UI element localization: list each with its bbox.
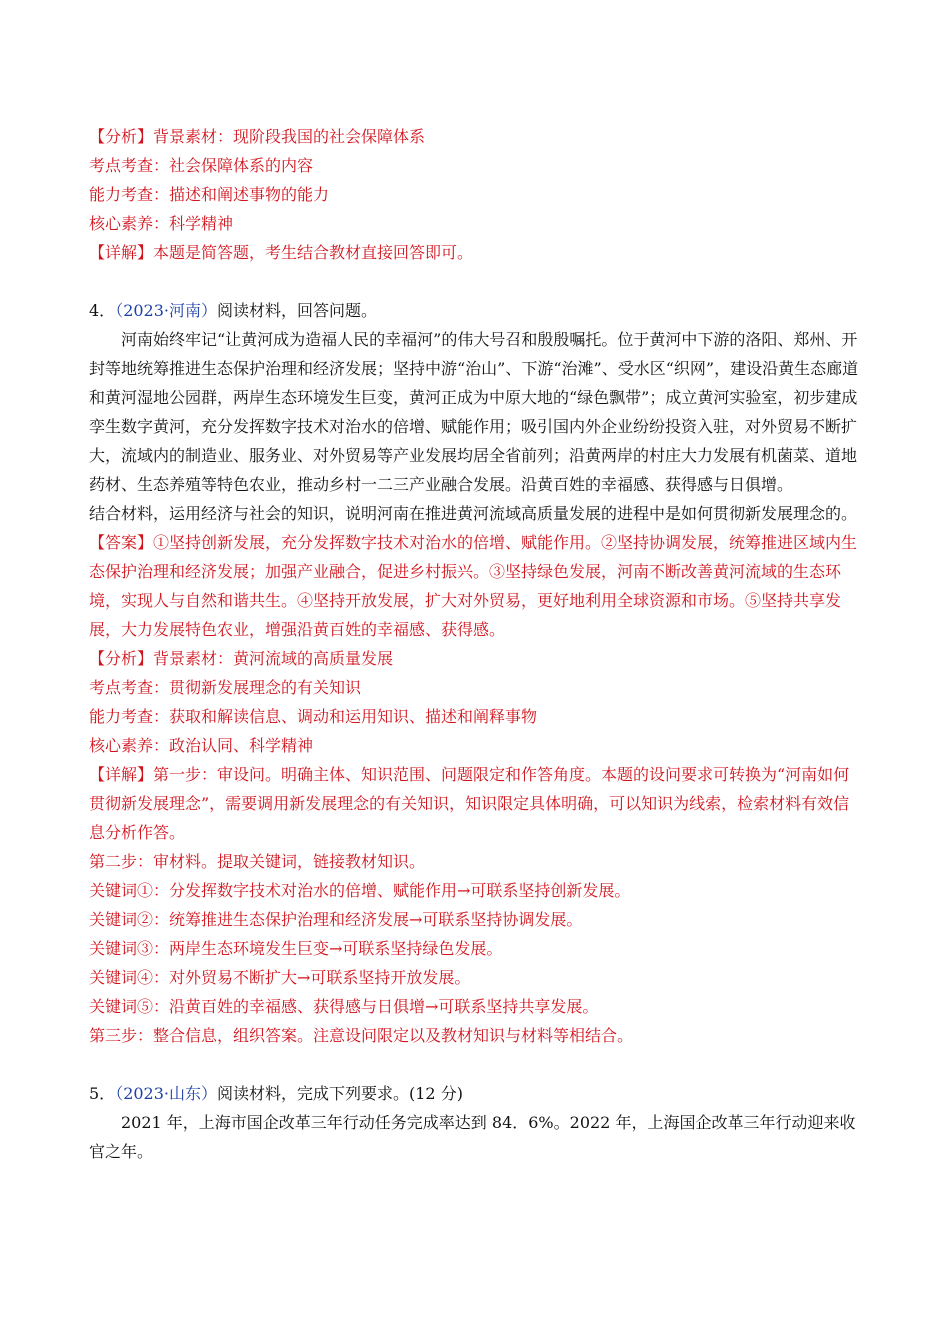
q4-step-three: 第三步：整合信息，组织答案。注意设问限定以及教材知识与材料等相结合。 [89,1026,634,1045]
q4-core-literacy: 核心素养：政治认同、科学精神 [89,736,314,755]
q4-source: （2023·河南） [115,301,217,320]
q5-header [89,1079,859,1108]
spacer [89,1050,859,1079]
q4-prompt: 阅读材料，回答问题。 [217,301,378,320]
spacer [89,267,859,296]
q4-ability: 能力考查：获取和解读信息、调动和运用知识、描述和阐释事物 [89,707,538,726]
q4-keyword-2: 关键词②：统筹推进生态保护治理和经济发展→可联系坚持协调发展。 [89,910,583,929]
q3-detailed-explanation: 【详解】本题是简答题，考生结合教材直接回答即可。 [89,243,474,262]
q5-source: （2023·山东） [115,1084,217,1103]
q3-core-literacy: 核心素养：科学精神 [89,214,234,233]
q4-question: 结合材料，运用经济与社会的知识，说明河南在推进黄河流域高质量发展的进程中是如何贯彻新发展理念的。 [89,504,858,523]
q4-number: 4． [89,301,116,320]
q4-analysis-background: 【分析】背景素材：黄河流域的高质量发展 [89,649,394,668]
q4-exam-point: 考点考查：贯彻新发展理念的有关知识 [89,678,362,697]
q3-analysis-background: 【分析】背景素材：现阶段我国的社会保障体系 [89,127,426,146]
q4-detailed-explanation: 【详解】第一步：审设问。明确主体、知识范围、问题限定和作答角度。本题的设问要求可转换为“河南如何贯彻新发展理念”，需要调用新发展理念的有关知识，知识限定具体明确，可以知识为线索，检索材料有效信息分析作答。 [89,765,850,842]
q4-keyword-3: 关键词③：两岸生态环境发生巨变→可联系坚持绿色发展。 [89,939,503,958]
q4-material: 河南始终牢记“让黄河成为造福人民的幸福河”的伟大号召和殷殷嘱托。位于黄河中下游的洛阳、郑州、开封等地统筹推进生态保护治理和经济发展；坚持中游“治山”、下游“治滩”、受水区“织网”，建设沿黄生态廊道和黄河湿地公园群，两岸生态环境发生巨变，黄河正成为中原大地的“绿色飘带”；成立黄河实验室，初步建成孪生数字黄河，充分发挥数字技术对治水的倍增、赋能作用；吸引国内外企业纷纷投资入驻，对外贸易不断扩大，流域内的制造业、服务业、对外贸易等产业发展均居全省前列；沿黄两岸的村庄大力发展有机菌菜、道地药材、生态养殖等特色农业，推动乡村一二三产业融合发展。沿黄百姓的幸福感、获得感与日俱增。 [89,330,859,494]
q4-step-two: 第二步：审材料。提取关键词，链接教材知识。 [89,852,426,871]
document-page [89,122,859,1166]
q5-number: 5． [89,1084,116,1103]
q4-keyword-5: 关键词⑤：沿黄百姓的幸福感、获得感与日俱增→可联系坚持共享发展。 [89,997,599,1016]
q4-keyword-4: 关键词④：对外贸易不断扩大→可联系坚持开放发展。 [89,968,471,987]
q5-material: 2021 年，上海市国企改革三年行动任务完成率达到 84．6%。2022 年，上海国企改革三年行动迎来收官之年。 [89,1113,856,1161]
q3-ability: 能力考查：描述和阐述事物的能力 [89,185,330,204]
q4-header [89,296,859,325]
q4-answer: 【答案】①坚持创新发展，充分发挥数字技术对治水的倍增、赋能作用。②坚持协调发展，统筹推进区域内生态保护治理和经济发展；加强产业融合，促进乡村振兴。③坚持绿色发展，河南不断改善黄河流域的生态环境，实现人与自然和谐共生。④坚持开放发展，扩大对外贸易，更好地利用全球资源和市场。⑤坚持共享发展，大力发展特色农业，增强沿黄百姓的幸福感、获得感。 [89,533,858,639]
q5-prompt: 阅读材料，完成下列要求。(12 分) [217,1084,463,1103]
q4-keyword-1: 关键词①：分发挥数字技术对治水的倍增、赋能作用→可联系坚持创新发展。 [89,881,631,900]
q3-exam-point: 考点考查：社会保障体系的内容 [89,156,314,175]
